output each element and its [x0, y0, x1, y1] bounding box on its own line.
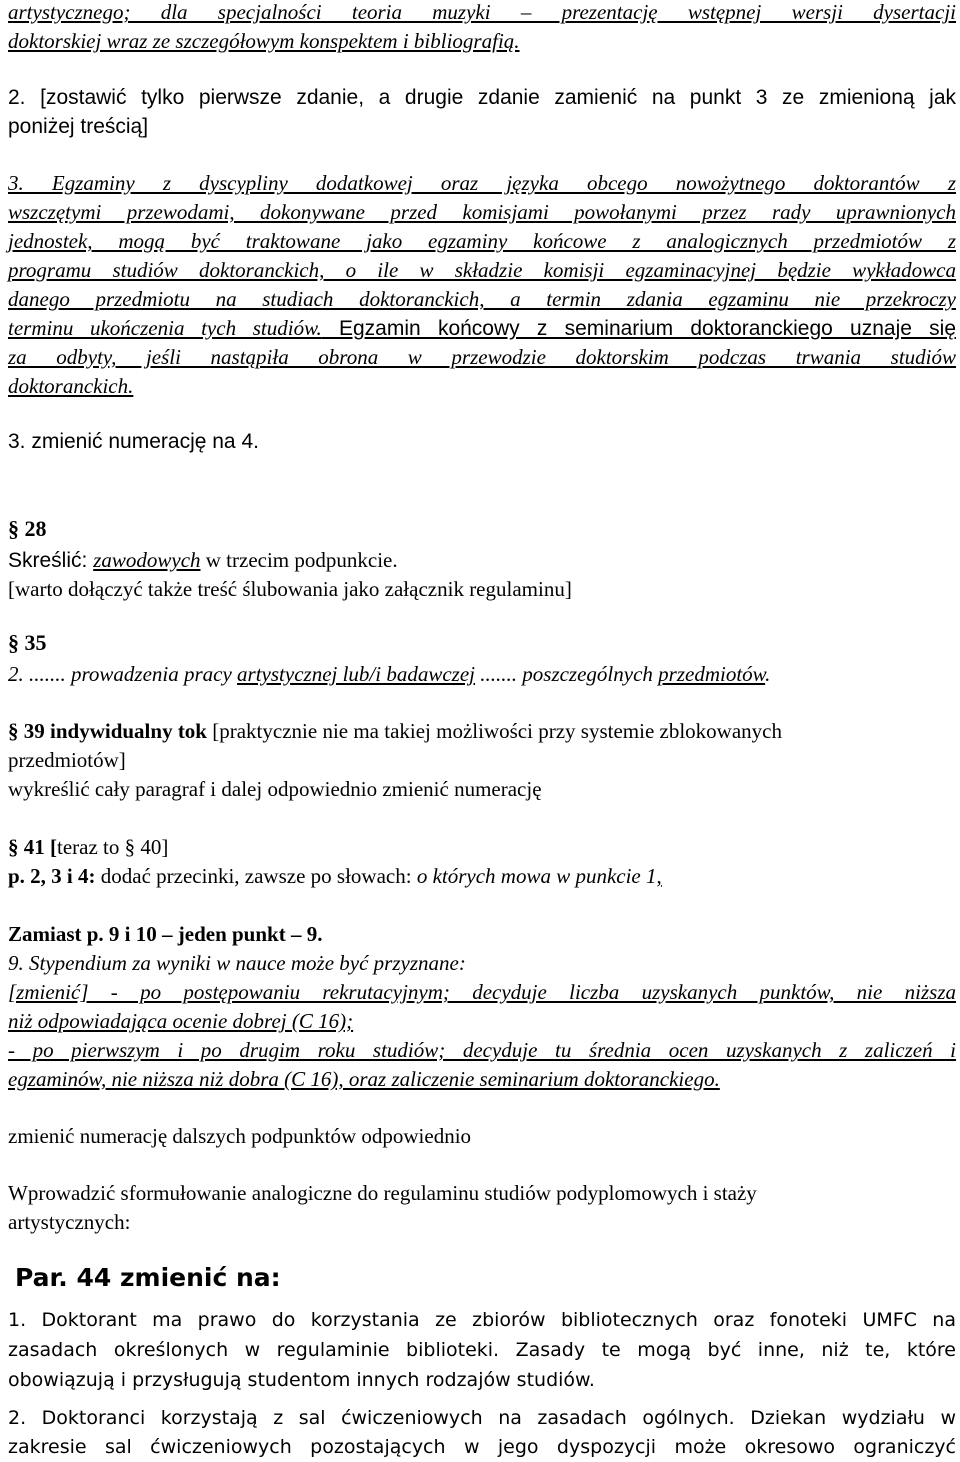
section-sign: § [8, 835, 19, 859]
text-line: wszczętymi przewodami, dokonywane przed komisjami powołanymi przez rady uprawnionych [8, 200, 956, 224]
text-run: dodać przecinki, zawsze po słowach: [95, 864, 417, 888]
text-run: Egzamin końcowy z seminarium doktoranckiego uznaje się [321, 317, 956, 340]
text-line: obowiązują i przysługują studentom innych rodzajów studiów. [8, 1369, 595, 1391]
text-line: niż odpowiadająca ocenie dobrej (C 16); [8, 1009, 354, 1033]
section-heading-35 [8, 629, 47, 657]
text-run: 2. ....... prowadzenia pracy [8, 662, 238, 686]
paragraph-heading: Par. 44 zmienić na: [15, 1263, 281, 1292]
text-line: zmienić numerację dalszych podpunktów odpowiednio [8, 1124, 472, 1148]
text-line: danego przedmiotu na studiach doktoranckich, a termin zdania egzaminu nie przekroczy [8, 287, 956, 311]
text-line: egzaminów, nie niższa niż dobra (C 16), oraz zaliczenie seminarium doktoranckiego. [8, 1067, 720, 1091]
text-line: jednostek, mogą być traktowane jako egzaminy końcowe z analogicznych przedmiotów z [8, 229, 956, 253]
text-line: poniżej treścią] [8, 115, 149, 138]
text-line: artystycznego; dla specjalności teoria muzyki – prezentację wstępnej wersji dysertacji [8, 0, 956, 24]
section-sign: § [8, 516, 19, 541]
section-title: 39 indywidualny tok [23, 719, 207, 743]
text-line: [warto dołączyć także treść ślubowania jako załącznik regulaminu] [8, 577, 572, 601]
text-run: w trzecim podpunkcie. [200, 548, 398, 572]
section-sign: § [124, 835, 136, 859]
text-line: wykreślić cały paragraf i dalej odpowiednio zmienić numerację [8, 777, 542, 801]
text-line [8, 660, 770, 688]
text-run: [praktycznie nie ma takiej możliwości przy systemie zblokowanych [207, 719, 782, 743]
text-run: p. 2, 3 i 4: [8, 864, 96, 888]
section-number: 35 [24, 630, 47, 655]
text-line [8, 862, 662, 890]
section-heading-28 [8, 515, 47, 543]
text-run: 40] [140, 835, 169, 859]
text-run: terminu ukończenia tych studiów. [8, 316, 322, 340]
text-run: teraz to [57, 835, 125, 859]
text-line: za odbyty, jeśli nastąpiła obrona w przewodzie doktorskim podczas trwania studiów [8, 345, 956, 369]
text-run: . [765, 662, 771, 686]
text-line: 2. [zostawić tylko pierwsze zdanie, a drugie zdanie zamienić na punkt 3 ze zmienioną jak [8, 86, 956, 109]
section-sign: § [8, 630, 19, 655]
text-line: Zamiast p. 9 i 10 – jeden punkt – 9. [8, 922, 323, 946]
text-line: artystycznych: [8, 1210, 131, 1234]
text-line: zakresie sal ćwiczeniowych pozostających w jego dyspozycji może okresowo ograniczyć [8, 1436, 956, 1458]
section-heading-41 [8, 833, 168, 861]
text-line [8, 546, 398, 575]
text-run: przedmiotów [658, 662, 766, 686]
text-line: Wprowadzić sformułowanie analogiczne do regulaminu studiów podyplomowych i staży [8, 1181, 757, 1205]
text-line: przedmiotów] [8, 748, 126, 772]
text-line: 3. zmienić numerację na 4. [8, 430, 259, 453]
section-number: 28 [24, 516, 47, 541]
text-run: 41 [ [23, 835, 57, 859]
section-heading-39 [8, 717, 782, 745]
text-line: 1. Doktorant ma prawo do korzystania ze zbiorów bibliotecznych oraz fonoteki UMFC na [8, 1309, 956, 1331]
text-line: 3. Egzaminy z dyscypliny dodatkowej oraz języka obcego nowożytnego doktorantów z [8, 171, 956, 195]
text-line [8, 314, 956, 343]
text-line: doktoranckich. [8, 374, 134, 398]
text-line: doktorskiej wraz ze szczegółowym konspektem i bibliografią. [8, 29, 520, 53]
text-run: zawodowych [93, 548, 201, 572]
text-line: zasadach określonych w regulaminie biblioteki. Zasady te mogą być inne, niż te, które [8, 1339, 956, 1361]
section-sign: § [8, 719, 19, 743]
text-run: artystycznej lub/i badawczej [237, 662, 476, 686]
text-line: [zmienić] - po postępowaniu rekrutacyjnym; decyduje liczba uzyskanych punktów, nie niższa [8, 980, 956, 1004]
text-run: o których mowa w punkcie 1 [416, 864, 657, 888]
text-run: ....... poszczególnych [475, 662, 659, 686]
text-run: Skreślić: [8, 549, 94, 572]
text-run: , [656, 864, 662, 888]
text-line: 9. Stypendium za wyniki w nauce może być przyznane: [8, 951, 466, 975]
text-line: programu studiów doktoranckich, o ile w składzie komisji egzaminacyjnej będzie wykładowca [8, 258, 956, 282]
text-line: - po pierwszym i po drugim roku studiów; decyduje tu średnia ocen uzyskanych z zaliczeń i [8, 1038, 956, 1062]
text-line: 2. Doktoranci korzystają z sal ćwiczeniowych na zasadach ogólnych. Dziekan wydziału w [8, 1407, 956, 1429]
